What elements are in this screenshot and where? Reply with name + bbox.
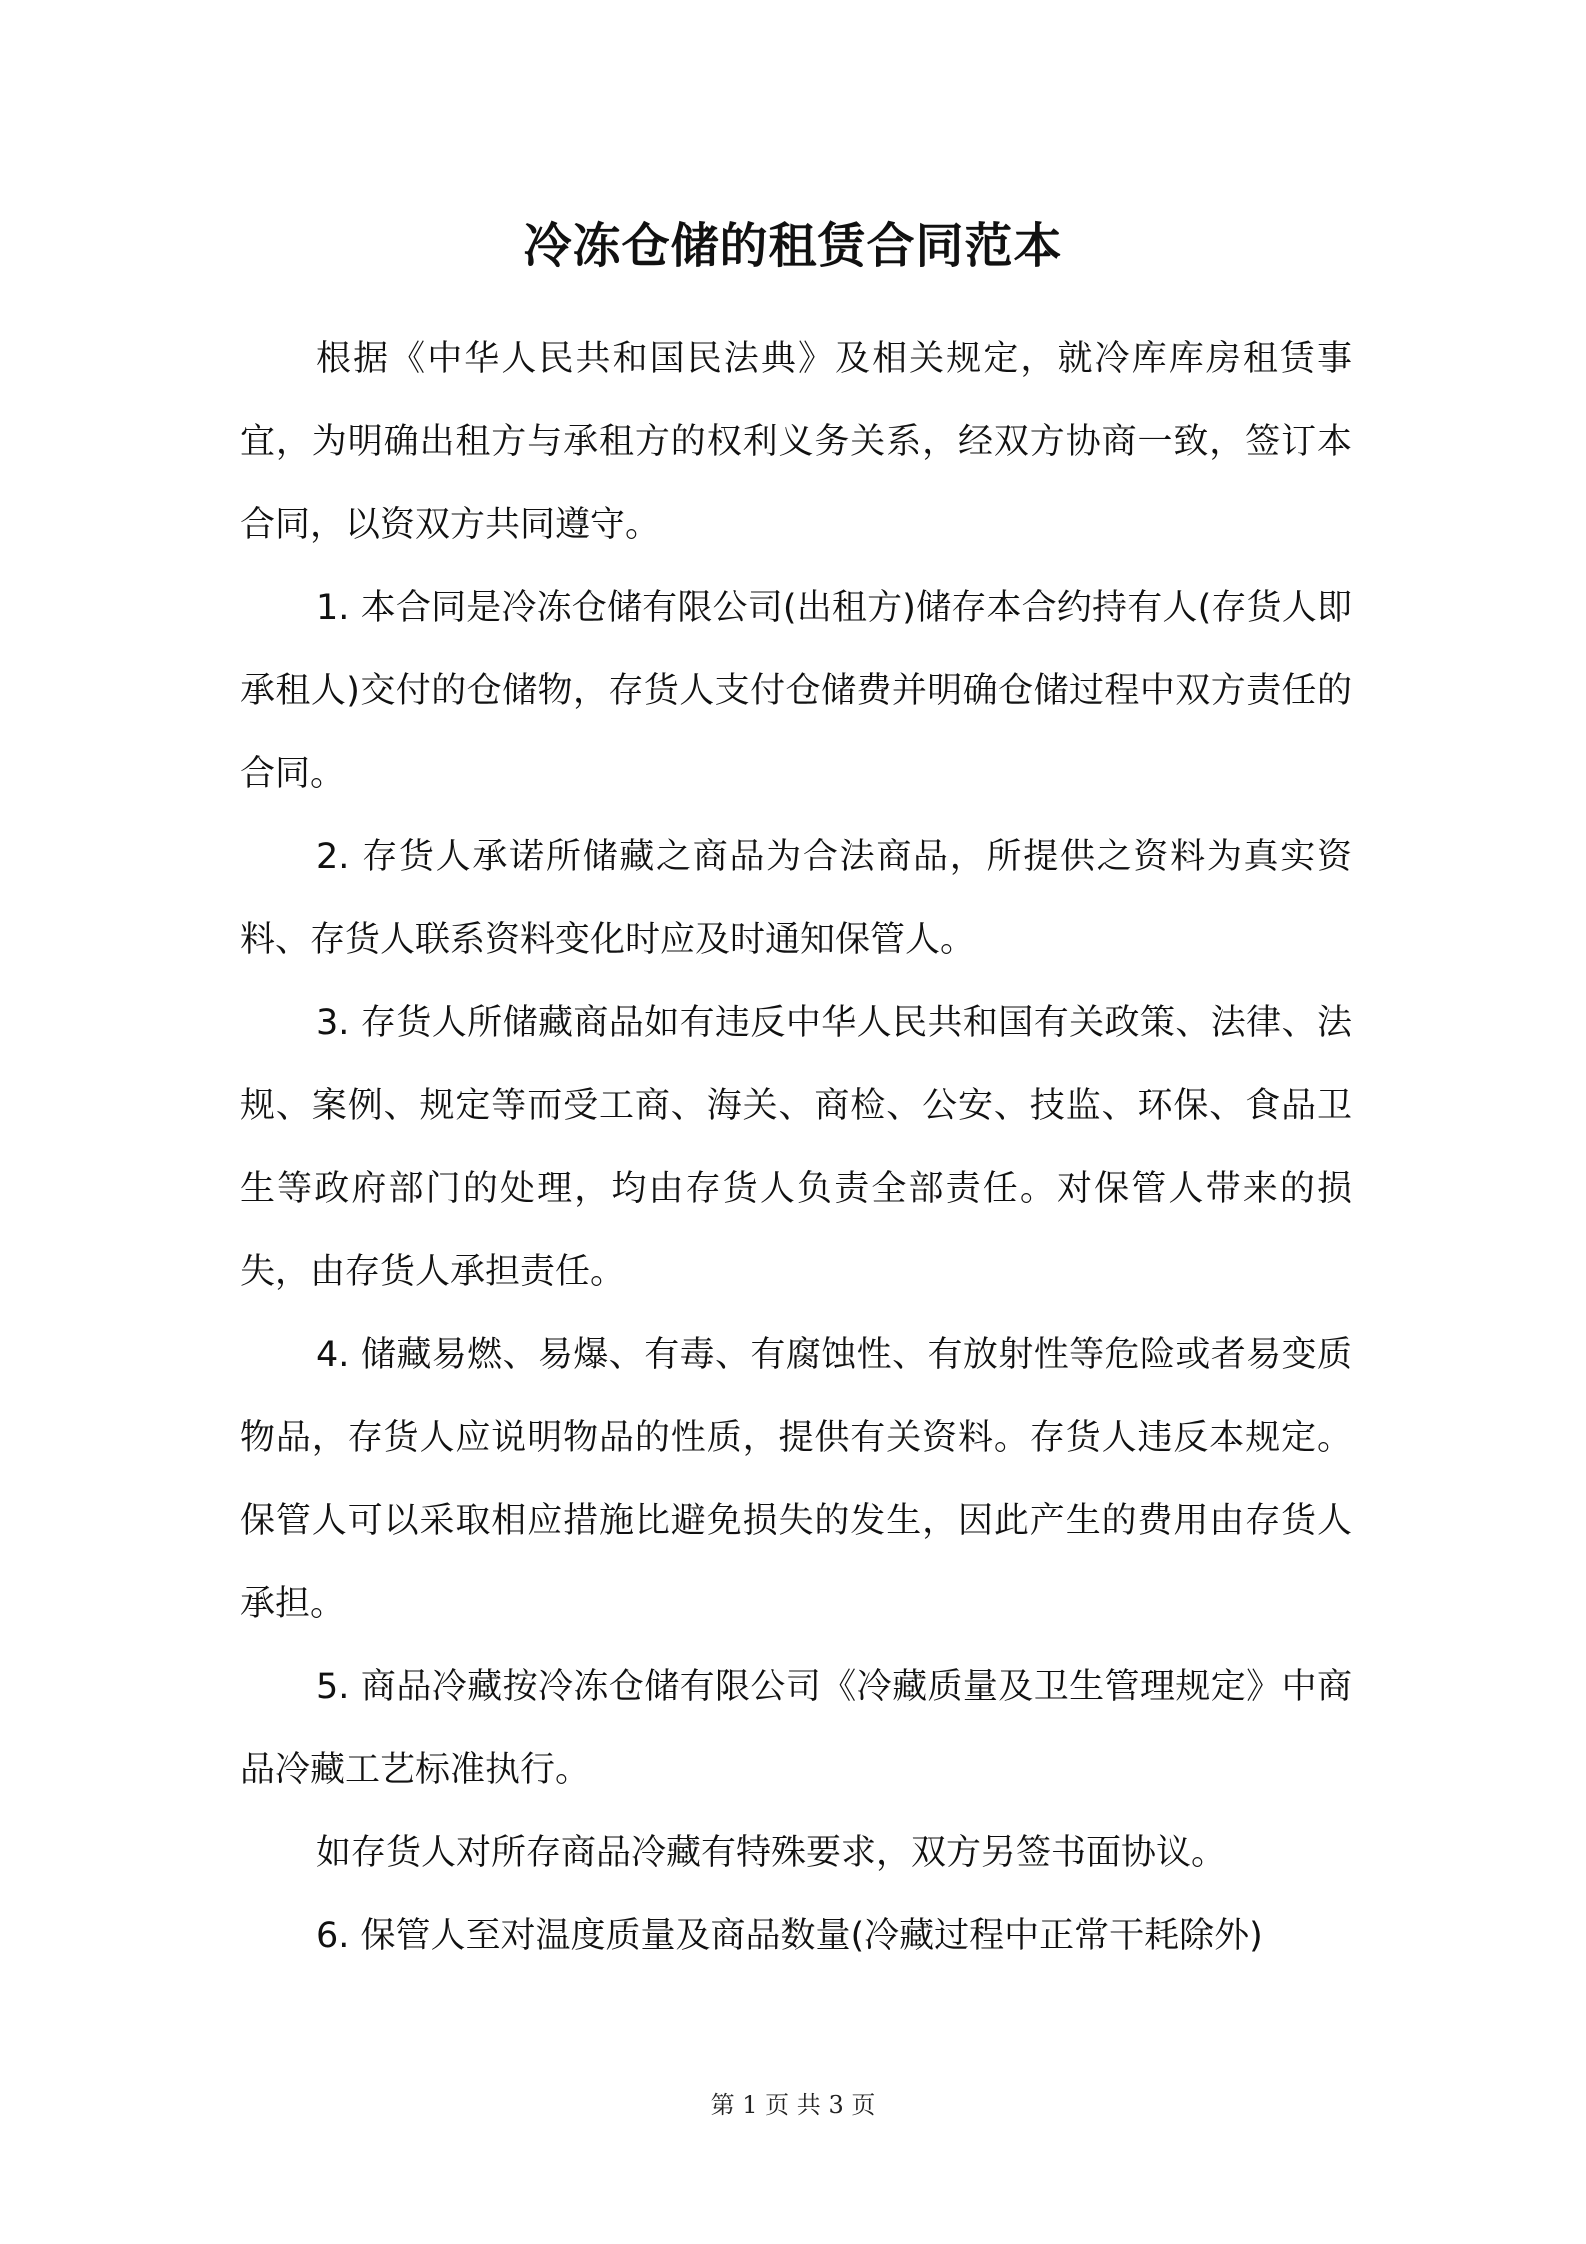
- paragraph-clause-5: 5. 商品冷藏按冷冻仓储有限公司《冷藏质量及卫生管理规定》中商品冷藏工艺标准执行。: [240, 1667, 1352, 1790]
- paragraph-clause-4: 4. 储藏易燃、易爆、有毒、有腐蚀性、有放射性等危险或者易变质物品，存货人应说明物品的性质，提供有关资料。存货人违反本规定。保管人可以采取相应措施比避免损失的发生，因此产生的费用由存货人承担。: [240, 1335, 1352, 1624]
- paragraph-preamble: 根据《中华人民共和国民法典》及相关规定，就冷库库房租赁事宜，为明确出租方与承租方的权利义务关系，经双方协商一致，签订本合同，以资双方共同遵守。: [240, 339, 1352, 545]
- paragraph-clause-2: 2. 存货人承诺所储藏之商品为合法商品，所提供之资料为真实资料、存货人联系资料变化时应及时通知保管人。: [240, 837, 1352, 960]
- paragraph-clause-3: 3. 存货人所储藏商品如有违反中华人民共和国有关政策、法律、法规、案例、规定等而受工商、海关、商检、公安、技监、环保、食品卫生等政府部门的处理，均由存货人负责全部责任。对保管人带来的损失，由存货人承担责任。: [240, 1003, 1352, 1292]
- paragraph-clause-6: 6. 保管人至对温度质量及商品数量(冷藏过程中正常干耗除外): [316, 1916, 1263, 1956]
- paragraph-clause-5-note: 如存货人对所存商品冷藏有特殊要求，双方另签书面协议。: [316, 1833, 1227, 1873]
- page-number-footer: 第 1 页 共 3 页: [710, 2091, 876, 2119]
- document-title: 冷冻仓储的租赁合同范本: [523, 218, 1063, 274]
- paragraph-clause-1: 1. 本合同是冷冻仓储有限公司(出租方)储存本合约持有人(存货人即承租人)交付的仓储物，存货人支付仓储费并明确仓储过程中双方责任的合同。: [240, 588, 1352, 794]
- document-body: [240, 318, 1352, 1978]
